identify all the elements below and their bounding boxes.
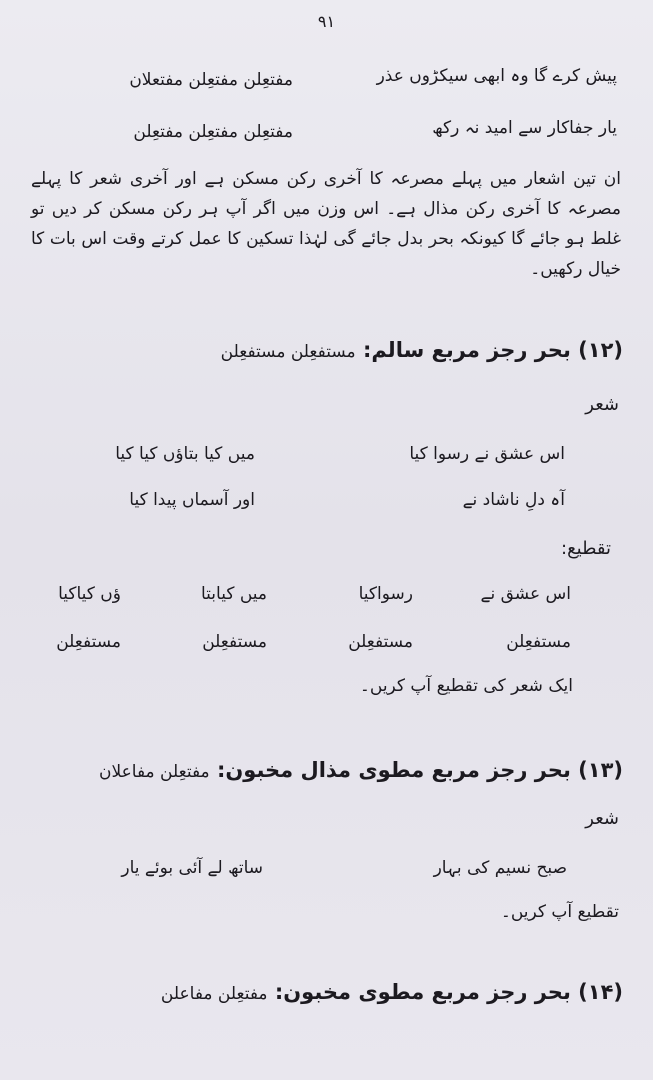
section-12-taqti-label: تقطیع: (561, 538, 611, 559)
taqti-meter-2: مستفعِلن (348, 632, 413, 652)
taqti-meter-3: مستفعِلن (202, 632, 267, 652)
section-13-number: (۱۳) (578, 758, 623, 782)
section-12-verse-1-left: میں کیا بتاؤں کیا کیا (115, 444, 255, 464)
page-number: ۹۱ (317, 12, 336, 31)
opening-verse-2-scansion: مفتعِلن مفتعِلن مفتعِلن (133, 122, 293, 142)
section-13-verse-right: صبح نسیم کی بہار (433, 858, 567, 878)
explanation-paragraph: ان تین اشعار میں پہلے مصرعہ کا آخری رکن مسکن ہے اور آخری شعر کا پہلے مصرعہ کا آخری رکن مذال ہے۔ اس وزن میں اگر آپ ہر رکن مسکن کر دیں تو غلط ہو جائے گا کیونکہ بحر بدل جائے گی لہٰذا تسکین کا عمل کرتے وقت اس بات کا خیال رکھیں۔ (31, 169, 621, 279)
section-13-verse-left: ساتھ لے آئی بوئے یار (121, 858, 263, 878)
section-13-title: بحر رجز مربع مطوی مذال مخبون: (216, 758, 571, 782)
section-13-heading (99, 760, 623, 781)
section-12-verse-2-left: اور آسماں پیدا کیا (129, 490, 255, 510)
opening-verse-1-scansion: مفتعِلن مفتعِلن مفتعلان (129, 70, 293, 90)
section-13-meter: مفتعِلن مفاعلان (99, 762, 210, 782)
section-12-sher-label: شعر (585, 394, 619, 415)
taqti-meter-4: مستفعِلن (56, 632, 121, 652)
section-13-exercise: تقطیع آپ کریں۔ (500, 902, 619, 922)
taqti-part-2: رسواکیا (358, 584, 413, 604)
taqti-part-4: ؤں کیاکیا (58, 584, 121, 604)
taqti-meter-1: مستفعِلن (506, 632, 571, 652)
section-14-number: (۱۴) (578, 980, 623, 1004)
section-12-title: بحر رجز مربع سالم: (362, 338, 571, 362)
section-12-meter: مستفعِلن مستفعِلن (220, 342, 356, 362)
opening-verse-2: یار جفاکار سے امید نہ رکھ (432, 118, 617, 138)
section-14-meter: مفتعِلن مفاعلن (160, 984, 268, 1004)
section-12-verse-1-right: اس عشق نے رسوا کیا (409, 444, 565, 464)
taqti-part-1: اس عشق نے (480, 584, 571, 604)
opening-verse-1: پیش کرے گا وہ ابھی سیکڑوں عذر (376, 66, 617, 86)
section-12-verse-2-right: آہ دلِ ناشاد نے (462, 490, 565, 510)
section-13-sher-label: شعر (585, 808, 619, 829)
section-12-heading (221, 340, 623, 361)
section-12-exercise: ایک شعر کی تقطیع آپ کریں۔ (359, 676, 573, 696)
section-14-title: بحر رجز مربع مطوی مخبون: (274, 980, 571, 1004)
section-14-heading (161, 982, 623, 1003)
taqti-part-3: میں کیابتا (200, 584, 267, 604)
section-12-number: (۱۲) (578, 338, 623, 362)
